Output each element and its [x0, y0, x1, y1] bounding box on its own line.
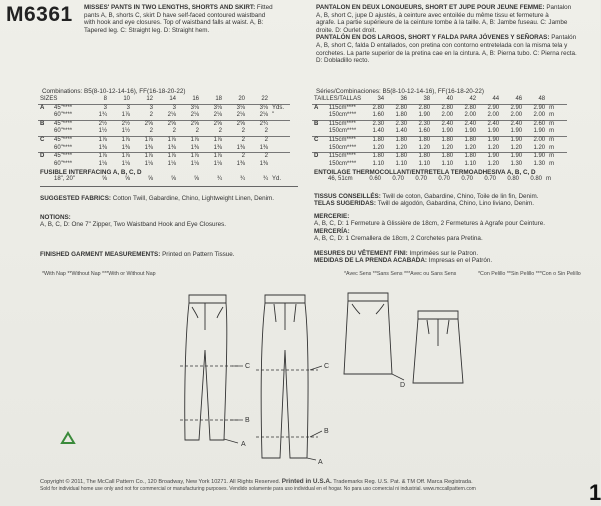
yardage-cell: 0.70 — [461, 176, 473, 182]
yardage-cell: 2⅛ — [213, 112, 222, 119]
size-cell: 8 — [103, 96, 107, 102]
fabric-width: 60"**** — [54, 112, 73, 119]
yardage-cell: 2.40 — [464, 120, 477, 127]
fabric-width: 60"**** — [54, 128, 73, 135]
yardage-cell: 3 — [149, 104, 153, 111]
unit-cell: Yd. — [272, 176, 282, 182]
fabric-width: 18", 20" — [54, 176, 75, 182]
yardage-cell: 1⅜ — [144, 144, 153, 151]
yardage-cell: 2.00 — [464, 112, 477, 119]
english-description-line: with hook and eye closures. Top of waistband falls at waist. A, B: — [84, 19, 264, 27]
yardage-cell: 3⅛ — [213, 104, 222, 111]
view-letter: D — [314, 153, 319, 160]
yardage-cell: 2.40 — [487, 120, 500, 127]
english-interfacing-title: FUSIBLE INTERFACING A, B, C, D — [40, 169, 142, 176]
yardage-cell: 1.80 — [372, 136, 385, 143]
view-letter: B — [40, 120, 45, 127]
yardage-cell: 1.80 — [441, 153, 454, 160]
yardage-cell: 2.00 — [533, 112, 546, 119]
yardage-cell: 1.10 — [395, 160, 408, 167]
yardage-cell: 1.10 — [372, 160, 385, 167]
unit-cell: m — [549, 153, 555, 160]
yardage-cell: 2.00 — [510, 112, 523, 119]
yardage-cell: 3 — [103, 104, 107, 111]
yardage-cell: 1⅜ — [236, 144, 245, 151]
yardage-cell: 2.80 — [441, 104, 454, 111]
english-description-title: MISSES' PANTS IN TWO LENGTHS, SHORTS AND SKIRT: — [84, 4, 256, 11]
french-description-line: agrafe. La partie supérieure de la ceinture tombe à la taille. A, B: Jambe fuseau. C: Jambe — [316, 19, 568, 27]
yardage-cell: 1.10 — [464, 160, 477, 167]
yardage-cell: 1⅞ — [121, 112, 130, 119]
yardage-cell: 2 — [264, 136, 268, 143]
size-cell: 42 — [469, 96, 477, 102]
yardage-cell: 2.30 — [395, 120, 408, 127]
yardage-cell: 2.40 — [441, 120, 454, 127]
french-description-title: PANTALON EN DEUX LONGUEURS, SHORT ET JUPE POUR JEUNE FEMME: — [316, 4, 545, 11]
yardage-cell: 1¾ — [98, 112, 107, 119]
french-fabrics: TISSUS CONSEILLÉS: Twill de coton, Gabardine, Chino, Toile de lin fin, Denim. TELAS SUGERIDAS: Twill de algodón, Gabardina, Chino, Lino liviano, Denim. — [314, 193, 539, 208]
unit-cell: m — [549, 144, 555, 151]
size-cell: 40 — [446, 96, 454, 102]
yardage-cell: 2½ — [98, 120, 107, 127]
sizes-label: SIZES — [40, 96, 58, 102]
yardage-cell: 1.30 — [510, 160, 523, 167]
yardage-cell: ¾ — [262, 176, 268, 182]
trademark-text: Trademarks Reg. U.S. Pat. & TM Off. Marca Registrada. — [333, 479, 473, 485]
yardage-cell: 3 — [126, 104, 130, 111]
yardage-cell: 1.60 — [372, 112, 385, 119]
yardage-cell: 1⅛ — [121, 160, 130, 167]
fabric-width: 45"**** — [54, 120, 73, 127]
unit-cell: " — [272, 112, 275, 119]
yardage-cell: 1.80 — [464, 153, 477, 160]
size-cell: 44 — [492, 96, 500, 102]
yardage-cell: 2 — [149, 128, 153, 135]
yardage-cell: 1.90 — [533, 153, 546, 160]
size-cell: 36 — [400, 96, 408, 102]
view-letter: C — [40, 136, 45, 143]
yardage-cell: 1⅞ — [121, 136, 130, 143]
yardage-cell: 1.20 — [464, 144, 477, 151]
view-letter: A — [314, 104, 319, 111]
yardage-cell: 2.40 — [510, 120, 523, 127]
fabric-width: 115cm**** — [328, 136, 356, 143]
fabric-width: 45"**** — [54, 104, 73, 111]
fabric-width: 150cm**** — [328, 128, 357, 135]
english-combinations: Combinations: B5(8-10-12-14-16), FF(16-18-20-22) — [42, 88, 186, 95]
fabrics-title: SUGGESTED FABRICS: — [40, 195, 112, 202]
english-description-line: pants A, B, shorts C, skirt D have self-faced contoured waistband — [84, 11, 266, 19]
yardage-cell: 0.70 — [392, 176, 404, 182]
yardage-cell: 0.80 — [530, 176, 542, 182]
yardage-cell: 2⅝ — [190, 120, 199, 127]
yardage-cell: 1⅜ — [259, 160, 268, 167]
pants-back-drawing — [261, 295, 308, 458]
yardage-cell: 0.70 — [484, 176, 496, 182]
yardage-cell: 2⅛ — [236, 112, 245, 119]
view-letter: D — [40, 153, 45, 160]
fabric-width: 150cm**** — [328, 160, 357, 167]
yardage-cell: 1⅞ — [213, 153, 222, 160]
view-letter: A — [40, 104, 45, 111]
yardage-cell: ⅝ — [170, 176, 176, 182]
yardage-cell: 1⅜ — [98, 144, 107, 151]
fabric-width: 115cm**** — [328, 120, 356, 127]
yardage-cell: 1⅞ — [144, 136, 153, 143]
spanish-description-line: A, B, short C, falda D entallados, con pretina con contorno entretelada con la misma tela y — [316, 41, 568, 49]
english-nap-note: *With Nap **Without Nap ***With or Without Nap — [42, 271, 156, 277]
yardage-cell: 2⅝ — [213, 120, 222, 127]
notions-text: A, B, C, D: One 7" Zipper, Two Waistband Hook and Eye Closures. — [40, 221, 226, 229]
yardage-cell: 1.80 — [418, 153, 431, 160]
french-combinations: Séries/Combinaciones: B5(8-10-12-14-16), FF(16-18-20-22) — [316, 88, 484, 95]
size-cell: 12 — [146, 96, 153, 102]
fabric-width: 115cm**** — [328, 104, 356, 111]
spanish-nap-note: *Con Pelillo **Sin Pelillo ***Con o Sin Pelillo — [478, 271, 581, 277]
yardage-cell: 2¾ — [259, 120, 268, 127]
fabric-width: 150cm**** — [328, 144, 357, 151]
yardage-cell: 2.80 — [372, 104, 385, 111]
footer-line-1 — [40, 478, 600, 486]
yardage-cell: ¾ — [216, 176, 222, 182]
skirt-front-drawing — [344, 293, 392, 374]
yardage-cell: 2 — [264, 153, 268, 160]
skirt-back-drawing — [413, 311, 463, 383]
french-notions: MERCERIE: A, B, C, D: 1 Fermeture à Glissière de 18cm, 2 Fermetures à Agrafe pour Ceinture. MERCERÍA: A, B, C, D: 1 Cremallera de 18cm, 2 Corchetes para Pretina. — [314, 213, 545, 243]
yardage-cell: 2 — [241, 136, 245, 143]
yardage-cell: 1.80 — [441, 136, 454, 143]
yardage-cell: 1⅜ — [213, 144, 222, 151]
yardage-cell: 2 — [264, 128, 268, 135]
yardage-cell: 1⅜ — [121, 144, 130, 151]
yardage-cell: 1½ — [121, 128, 130, 135]
pants-front-drawing — [185, 295, 227, 440]
drawing-label-b: B — [245, 417, 250, 424]
size-cell: 38 — [423, 96, 431, 102]
finished-text: Printed on Pattern Tissue. — [162, 251, 235, 258]
yardage-cell: ¾ — [239, 176, 245, 182]
yardage-cell: 2.80 — [464, 104, 477, 111]
yardage-cell: 0.60 — [369, 176, 381, 182]
english-description-line: Fitted — [256, 4, 273, 11]
spanish-description-line: Pantalón — [551, 34, 577, 42]
yardage-cell: 1.30 — [533, 160, 546, 167]
yardage-cell: 1⅞ — [121, 153, 130, 160]
yardage-cell: 1⅞ — [167, 136, 176, 143]
yardage-cell: 2 — [195, 128, 199, 135]
yardage-cell: 1.20 — [441, 144, 454, 151]
printed-in-text: Printed in U.S.A. — [281, 478, 332, 485]
yardage-cell: 1.80 — [372, 153, 385, 160]
english-description-line: Tapered leg. C: Straight leg. D: Straight hem. — [84, 26, 210, 34]
yardage-cell: 2 — [149, 112, 153, 119]
french-description-line: A, B, short C, jupe D ajustés, à ceinture avec entoilée du même tissu et fermeture à — [316, 11, 549, 19]
size-cell: 46 — [515, 96, 523, 102]
yardage-cell: 3⅛ — [259, 104, 268, 111]
fabric-width: 115cm**** — [328, 153, 356, 160]
yardage-cell: 2 — [218, 128, 222, 135]
unit-cell: m — [549, 136, 555, 143]
sizes-label: TAILLES/TALLAS — [314, 96, 362, 102]
yardage-cell: 1.90 — [441, 128, 454, 135]
size-cell: 34 — [377, 96, 385, 102]
size-cell: 22 — [261, 96, 268, 102]
yardage-cell: 1.40 — [372, 128, 385, 135]
yardage-cell: 1.20 — [395, 144, 408, 151]
drawing-label-b-back: B — [324, 428, 329, 435]
view-letter: C — [314, 136, 319, 143]
yardage-cell: 1.20 — [487, 144, 500, 151]
copyright-text: Copyright © 2011, The McCall Pattern Co., 120 Broadway, New York 10271. All Rights Reserved. — [40, 479, 281, 485]
yardage-cell: 3⅛ — [236, 104, 245, 111]
yardage-cell: 1.90 — [510, 153, 523, 160]
yardage-cell: 1⅜ — [167, 144, 176, 151]
fabric-width: 150cm**** — [328, 112, 357, 119]
notions-title: NOTIONS: — [40, 214, 71, 221]
yardage-cell: 1.10 — [418, 160, 431, 167]
size-cell: 48 — [538, 96, 546, 102]
size-cell: 14 — [169, 96, 176, 102]
unit-cell: m — [549, 160, 555, 167]
size-cell: 18 — [215, 96, 222, 102]
yardage-cell: 2.90 — [533, 104, 546, 111]
french-description-line: Pantalon — [546, 4, 572, 11]
yardage-cell: 1½ — [98, 128, 107, 135]
yardage-cell: 2.00 — [487, 112, 500, 119]
yardage-cell: 1.10 — [441, 160, 454, 167]
footer-line-2: Sold for individual home use only and not for commercial or manufacturing purposes. Vendido solamente para uso individual en el hogar. No para uso comercial ni industrial. www.mccallpattern.com — [40, 486, 476, 492]
yardage-cell: ⅝ — [147, 176, 153, 182]
yardage-cell: 2.30 — [418, 120, 431, 127]
view-letter: B — [314, 120, 319, 127]
yardage-cell: 2.90 — [487, 104, 500, 111]
yardage-cell: 2⅝ — [144, 120, 153, 127]
pattern-code: M6361 — [6, 3, 73, 26]
fabric-width: 45"**** — [54, 136, 73, 143]
french-description-line: droite. D: Ourlet droit. — [316, 26, 377, 34]
french-finished-measurements: MESURES DU VÊTEMENT FINI: Imprimées sur le Patron. MEDIDAS DE LA PRENDA ACABADA: Impresas en el Patrón. — [314, 250, 493, 265]
yardage-cell: 1.40 — [395, 128, 408, 135]
fabric-width: 45"**** — [54, 153, 73, 160]
spanish-description-title: PANTALÓN EN DOS LARGOS, SHORT Y FALDA PARA JÓVENES Y SEÑORAS: — [316, 34, 550, 42]
yardage-cell: 1.90 — [487, 128, 500, 135]
yardage-cell: ⅝ — [193, 176, 199, 182]
recycle-icon — [62, 433, 74, 443]
unit-cell: m — [549, 120, 555, 127]
yardage-cell: 1.80 — [464, 136, 477, 143]
yardage-cell: 1.60 — [418, 128, 431, 135]
yardage-cell: 1⅛ — [144, 160, 153, 167]
yardage-cell: 1⅛ — [167, 160, 176, 167]
yardage-cell: 2 — [241, 153, 245, 160]
size-cell: 20 — [238, 96, 245, 102]
drawing-label-d: D — [400, 382, 406, 389]
yardage-cell: 1.80 — [395, 136, 408, 143]
yardage-cell: 2 — [241, 128, 245, 135]
yardage-cell: 1⅞ — [98, 136, 107, 143]
yardage-cell: 2 — [172, 128, 176, 135]
yardage-cell: 2.60 — [533, 120, 546, 127]
yardage-cell: 2⅛ — [190, 112, 199, 119]
yardage-cell: 1.90 — [487, 153, 500, 160]
drawing-label-c: C — [245, 363, 251, 370]
french-nap-note: *Avec Sens **Sans Sens ***Avec ou Sans Sens — [344, 271, 457, 277]
unit-cell: m — [549, 128, 555, 135]
yardage-cell: 1.20 — [418, 144, 431, 151]
yardage-cell: 0.70 — [438, 176, 450, 182]
yardage-cell: 1⅜ — [190, 144, 199, 151]
yardage-cell: 1⅞ — [98, 153, 107, 160]
spanish-description-line: corchetes. La parte superior de la pretina cae en la cintura. A, B: Pierna tubo. C: Pierna recta. — [316, 49, 577, 57]
yardage-cell: 1.90 — [418, 112, 431, 119]
french-interfacing-title: ENTOILAGE THERMOCOLLANT/ENTRETELA TERMOADHESIVA A, B, C, D — [314, 169, 536, 176]
yardage-cell: 0.80 — [507, 176, 519, 182]
drawing-label-a-back: A — [318, 459, 323, 466]
page-number: 1 — [589, 480, 601, 505]
yardage-cell: 1⅞ — [190, 136, 199, 143]
yardage-cell: 1.20 — [372, 144, 385, 151]
yardage-cell: ⅝ — [101, 176, 107, 182]
yardage-cell: 1⅜ — [236, 160, 245, 167]
yardage-cell: 1⅞ — [190, 153, 199, 160]
yardage-cell: 2.00 — [533, 136, 546, 143]
fabric-width: 46, 51cm — [328, 176, 353, 182]
fabric-width: 60"**** — [54, 160, 73, 167]
size-cell: 10 — [123, 96, 130, 102]
yardage-cell: 3 — [172, 104, 176, 111]
yardage-cell: 2⅝ — [236, 120, 245, 127]
yardage-cell: 2.90 — [510, 104, 523, 111]
yardage-cell: 3⅛ — [190, 104, 199, 111]
yardage-cell: 1.90 — [510, 136, 523, 143]
yardage-cell: 1.90 — [464, 128, 477, 135]
yardage-cell: 2⅛ — [167, 112, 176, 119]
yardage-cell: 2.00 — [441, 112, 454, 119]
yardage-cell: 1⅞ — [144, 153, 153, 160]
yardage-cell: 2.80 — [395, 104, 408, 111]
unit-cell: Yds. — [272, 104, 285, 111]
unit-cell: m — [549, 104, 555, 111]
yardage-cell: 1.90 — [510, 128, 523, 135]
spanish-description-line: D: Dobladillo recto. — [316, 57, 370, 65]
yardage-cell: 1⅛ — [98, 160, 107, 167]
yardage-cell: 1.80 — [395, 112, 408, 119]
finished-title: FINISHED GARMENT MEASUREMENTS: — [40, 251, 161, 258]
fabrics-text: Cotton Twill, Gabardine, Chino, Lightweight Linen, Denim. — [112, 195, 275, 202]
yardage-cell: 2.80 — [418, 104, 431, 111]
yardage-cell: 1.80 — [395, 153, 408, 160]
yardage-cell: 0.70 — [415, 176, 427, 182]
drawing-label-a: A — [241, 441, 246, 448]
yardage-cell: 1⅞ — [167, 153, 176, 160]
yardage-cell: 1⅜ — [259, 144, 268, 151]
yardage-cell: 1.90 — [533, 128, 546, 135]
yardage-cell: 1.20 — [533, 144, 546, 151]
size-cell: 16 — [192, 96, 199, 102]
yardage-cell: 2½ — [121, 120, 130, 127]
drawing-label-c-back: C — [324, 363, 330, 370]
yardage-cell: 1⅛ — [213, 160, 222, 167]
yardage-cell: 2.30 — [372, 120, 385, 127]
yardage-cell: 2⅛ — [259, 112, 268, 119]
unit-cell: m — [549, 112, 555, 119]
yardage-cell: 1.90 — [487, 136, 500, 143]
yardage-cell: 1.20 — [487, 160, 500, 167]
yardage-cell: 1.80 — [418, 136, 431, 143]
fabric-width: 60"**** — [54, 144, 73, 151]
yardage-cell: 1⅛ — [190, 160, 199, 167]
unit-cell: m — [546, 176, 551, 182]
yardage-cell: 1.20 — [510, 144, 523, 151]
yardage-cell: ⅝ — [124, 176, 130, 182]
yardage-cell: 1⅞ — [213, 136, 222, 143]
yardage-cell: 2⅝ — [167, 120, 176, 127]
